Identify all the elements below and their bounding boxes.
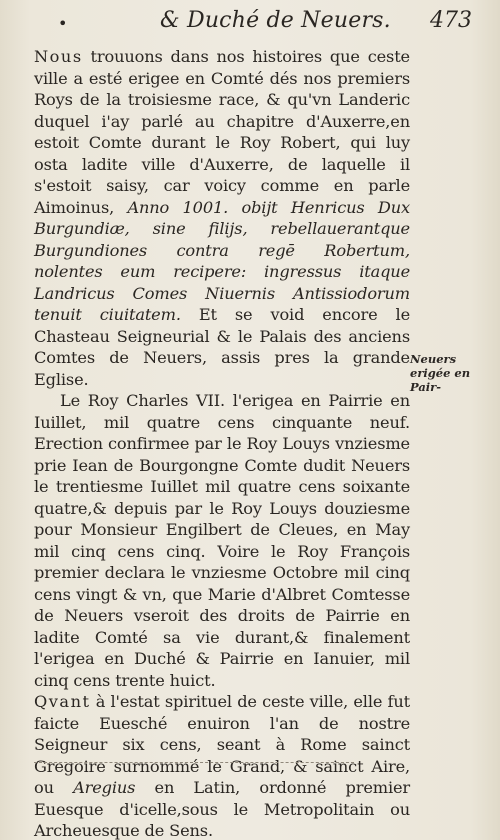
paragraph-2	[34, 390, 410, 691]
margin-note: Neuers erigée en Pair-	[410, 352, 471, 394]
paragraph-3-text-a: à l'estat spirituel de ceste ville, elle fut faicte Euesché enuiron l'an de nostre Seigneur six cens, seant à Rome sainct Gregoire surnommé le Grand, & sainct Aire, ou	[34, 692, 410, 797]
paragraph-3-opening-word: Qvant	[34, 692, 91, 711]
latin-name: Aregius	[73, 778, 136, 797]
paragraph-3	[34, 691, 410, 840]
paragraph-3-text-b: en Latin, ordonné premier Euesque d'icelle,sous le Metropolitain ou Archeuesque de Sens.	[34, 778, 411, 840]
paragraph-2-text: Le Roy Charles VII. l'erigea en Pairrie en Iuillet, mil quatre cens cinquante neuf. Erection confirmee par le Roy Louys vnziesme prie Iean de Bourgongne Comte dudit Neuers le trentiesme Iuillet mil quatre cens soixante quatre,& depuis par le Roy Louys douziesme pour Monsieur Engilbert de Cleues, en May mil cinq cens cinq. Voire le Roy François premier declara le vnziesme Octobre mil cinq cens vingt & vn, que Marie d'Albret Comtesse de Neuers vseroit des droits de Pairrie en ladite Comté sa vie durant,& finalement l'erigea en Duché & Pairrie en Ianuier, mil cinq cens trente huict.	[34, 391, 410, 690]
header-ornament: •	[58, 14, 68, 33]
running-title: & Duché de Neuers.	[160, 8, 391, 33]
running-header	[50, 6, 472, 36]
paragraph-1-opening-word: Nous	[34, 47, 83, 66]
paragraph-1	[34, 46, 410, 390]
page-number: 473	[430, 8, 472, 33]
paragraph-1-text-a: trouuons dans nos histoires que ceste ville a esté erigee en Comté dés nos premiers Roys de la troisiesme race, & qu'vn Landeric duquel i'ay parlé au chapitre d'Auxerre,en estoit Comte durant le Roy Robert, qui luy osta ladite ville d'Auxerre, de laquelle il s'estoit saisy, car voicy comme en parle Aimoinus,	[34, 47, 410, 217]
page-bottom-rule	[34, 762, 354, 763]
paragraph-1-text-b: Et se void encore le Chasteau Seigneurial & le Palais des anciens Comtes de Neuers, assis pres la grande Eglise.	[34, 305, 410, 389]
body-text	[34, 46, 410, 840]
latin-quotation: Anno 1001. obijt Henricus Dux Burgundiæ, sine filijs, rebellauerantque Burgundiones contra regē Robertum, nolentes eum recipere: ingressus itaque Landricus Comes Niuernis Antissiodorum tenuit ciuitatem.	[34, 197, 410, 324]
